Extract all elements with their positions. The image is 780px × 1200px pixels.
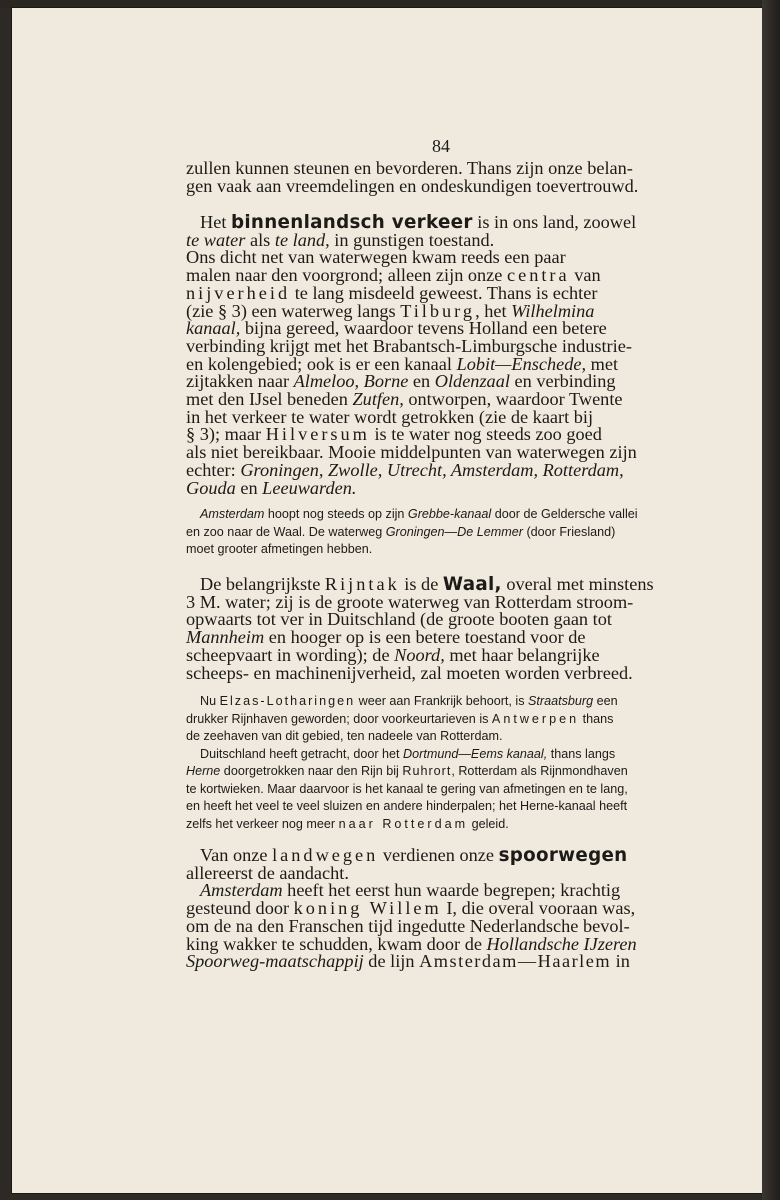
footnote-elzas xyxy=(186,693,696,833)
text-line: en zoo naar de Waal. De waterweg Groningen—De Lemmer (door Friesland) xyxy=(186,524,616,539)
text-line: Het binnenlandsch verkeer is in ons land, zoowel xyxy=(200,212,637,233)
text-line: zullen kunnen steunen en bevorderen. Thans zijn onze belan- xyxy=(186,158,633,178)
text-line: Amsterdam heeft het eerst hun waarde begrepen; krachtig xyxy=(200,880,621,901)
text-line: als niet bereikbaar. Mooie middelpunten van waterwegen zijn xyxy=(186,442,637,463)
scan-right-edge xyxy=(762,0,780,1200)
paragraph-spoorwegen xyxy=(186,847,696,971)
text-line: zelfs het verkeer nog meer naar Rotterdam geleid. xyxy=(186,816,509,831)
text-line: De belangrijkste Rijntak is de Waal, overal met minstens xyxy=(200,574,654,595)
text-line: scheeps- en machinenijverheid, zal moeten worden verbreed. xyxy=(186,662,633,683)
text-line: Mannheim en hooger op is een betere toestand voor de xyxy=(186,627,586,648)
text-line: opwaarts tot ver in Duitschland (de groote booten gaan tot xyxy=(186,609,612,630)
text-line: verbinding krijgt met het Brabantsch-Limburgsche industrie- xyxy=(186,335,632,356)
text-line: moet grooter afmetingen hebben. xyxy=(186,542,373,556)
text-line: Duitschland heeft getracht, door het Dortmund—Eems kanaal, thans langs xyxy=(200,746,616,761)
scan-top-edge xyxy=(0,0,780,8)
text-line: Amsterdam hoopt nog steeds op zijn Grebbe-kanaal door de Geldersche vallei xyxy=(200,507,638,521)
heading-term: Waal, xyxy=(442,574,502,595)
text-line: en heeft het veel te veel sluizen en andere hinderpalen; het Herne-kanaal heeft xyxy=(186,799,628,813)
text-line: te kortwieken. Maar daarvoor is het kanaal te gering van afmetingen en te lang, xyxy=(186,781,628,796)
footnote-amsterdam xyxy=(186,506,696,559)
text-line: zijtakken naar Almeloo, Borne en Oldenzaal en verbinding xyxy=(186,371,616,392)
text-line: Ons dicht net van waterwegen kwam reeds een paar xyxy=(186,247,566,268)
book-page xyxy=(12,8,762,1193)
text-line: Gouda en Leeuwarden. xyxy=(186,477,357,498)
text-line: scheepvaart in wording); de Noord, met haar belangrijke xyxy=(186,644,600,665)
text-line: kanaal, bijna gereed, waardoor tevens Holland een betere xyxy=(186,318,607,339)
text-line: de zeehaven van dit gebied, ten nadeele van Rotterdam. xyxy=(186,729,503,743)
text-line: allereerst de aandacht. xyxy=(186,862,349,883)
heading-term: binnenlandsch verkeer xyxy=(230,212,473,233)
text-line: 3 M. water; zij is de groote waterweg van Rotterdam stroom- xyxy=(186,591,634,612)
paragraph-binnenlandsch-verkeer xyxy=(186,214,696,497)
text-line: nijverheid te lang misdeeld geweest. Thans is echter xyxy=(186,282,598,303)
text-line: echter: Groningen, Zwolle, Utrecht, Amsterdam, Rotterdam, xyxy=(186,459,624,480)
text-line: om de na den Franschen tijd ingedutte Nederlandsche bevol- xyxy=(186,915,630,936)
text-line: (zie § 3) een waterweg langs Tilburg, het Wilhelmina xyxy=(186,300,595,321)
text-line: Nu Elzas-Lotharingen weer aan Frankrijk behoort, is Straatsburg een xyxy=(200,694,618,708)
text-line: met den IJsel beneden Zutfen, ontworpen, waardoor Twente xyxy=(186,389,623,410)
paragraph-1 xyxy=(186,160,696,195)
text-line: § 3); maar Hilversum is te water nog steeds zoo goed xyxy=(186,424,602,445)
text-line: Spoorweg-maatschappij de lijn Amsterdam—Haarlem in xyxy=(186,951,630,972)
text-line: gesteund door koning Willem I, die overal vooraan was, xyxy=(186,898,636,919)
text-line: drukker Rijnhaven geworden; door voorkeurtarieven is Antwerpen thans xyxy=(186,711,614,726)
text-line: gen vaak aan vreemdelingen en ondeskundigen toevertrouwd. xyxy=(186,175,639,196)
paragraph-waal xyxy=(186,576,696,682)
text-line: en kolengebied; ook is er een kanaal Lobit—Enschede, met xyxy=(186,353,619,374)
text-line: king wakker te schudden, kwam door de Hollandsche IJzeren xyxy=(186,933,637,954)
text-line: Herne doorgetrokken naar den Rijn bij Ruhrort, Rotterdam als Rijnmondhaven xyxy=(186,764,628,778)
text-line: malen naar den voorgrond; alleen zijn onze centra van xyxy=(186,265,601,286)
page-number: 84 xyxy=(432,136,450,156)
text-line: in het verkeer te water wordt getrokken (zie de kaart bij xyxy=(186,406,594,427)
heading-term: spoorwegen xyxy=(498,845,628,866)
text-line: Van onze landwegen verdienen onze spoorwegen xyxy=(200,845,628,866)
text-line: te water als te land, in gunstigen toestand. xyxy=(186,229,495,250)
